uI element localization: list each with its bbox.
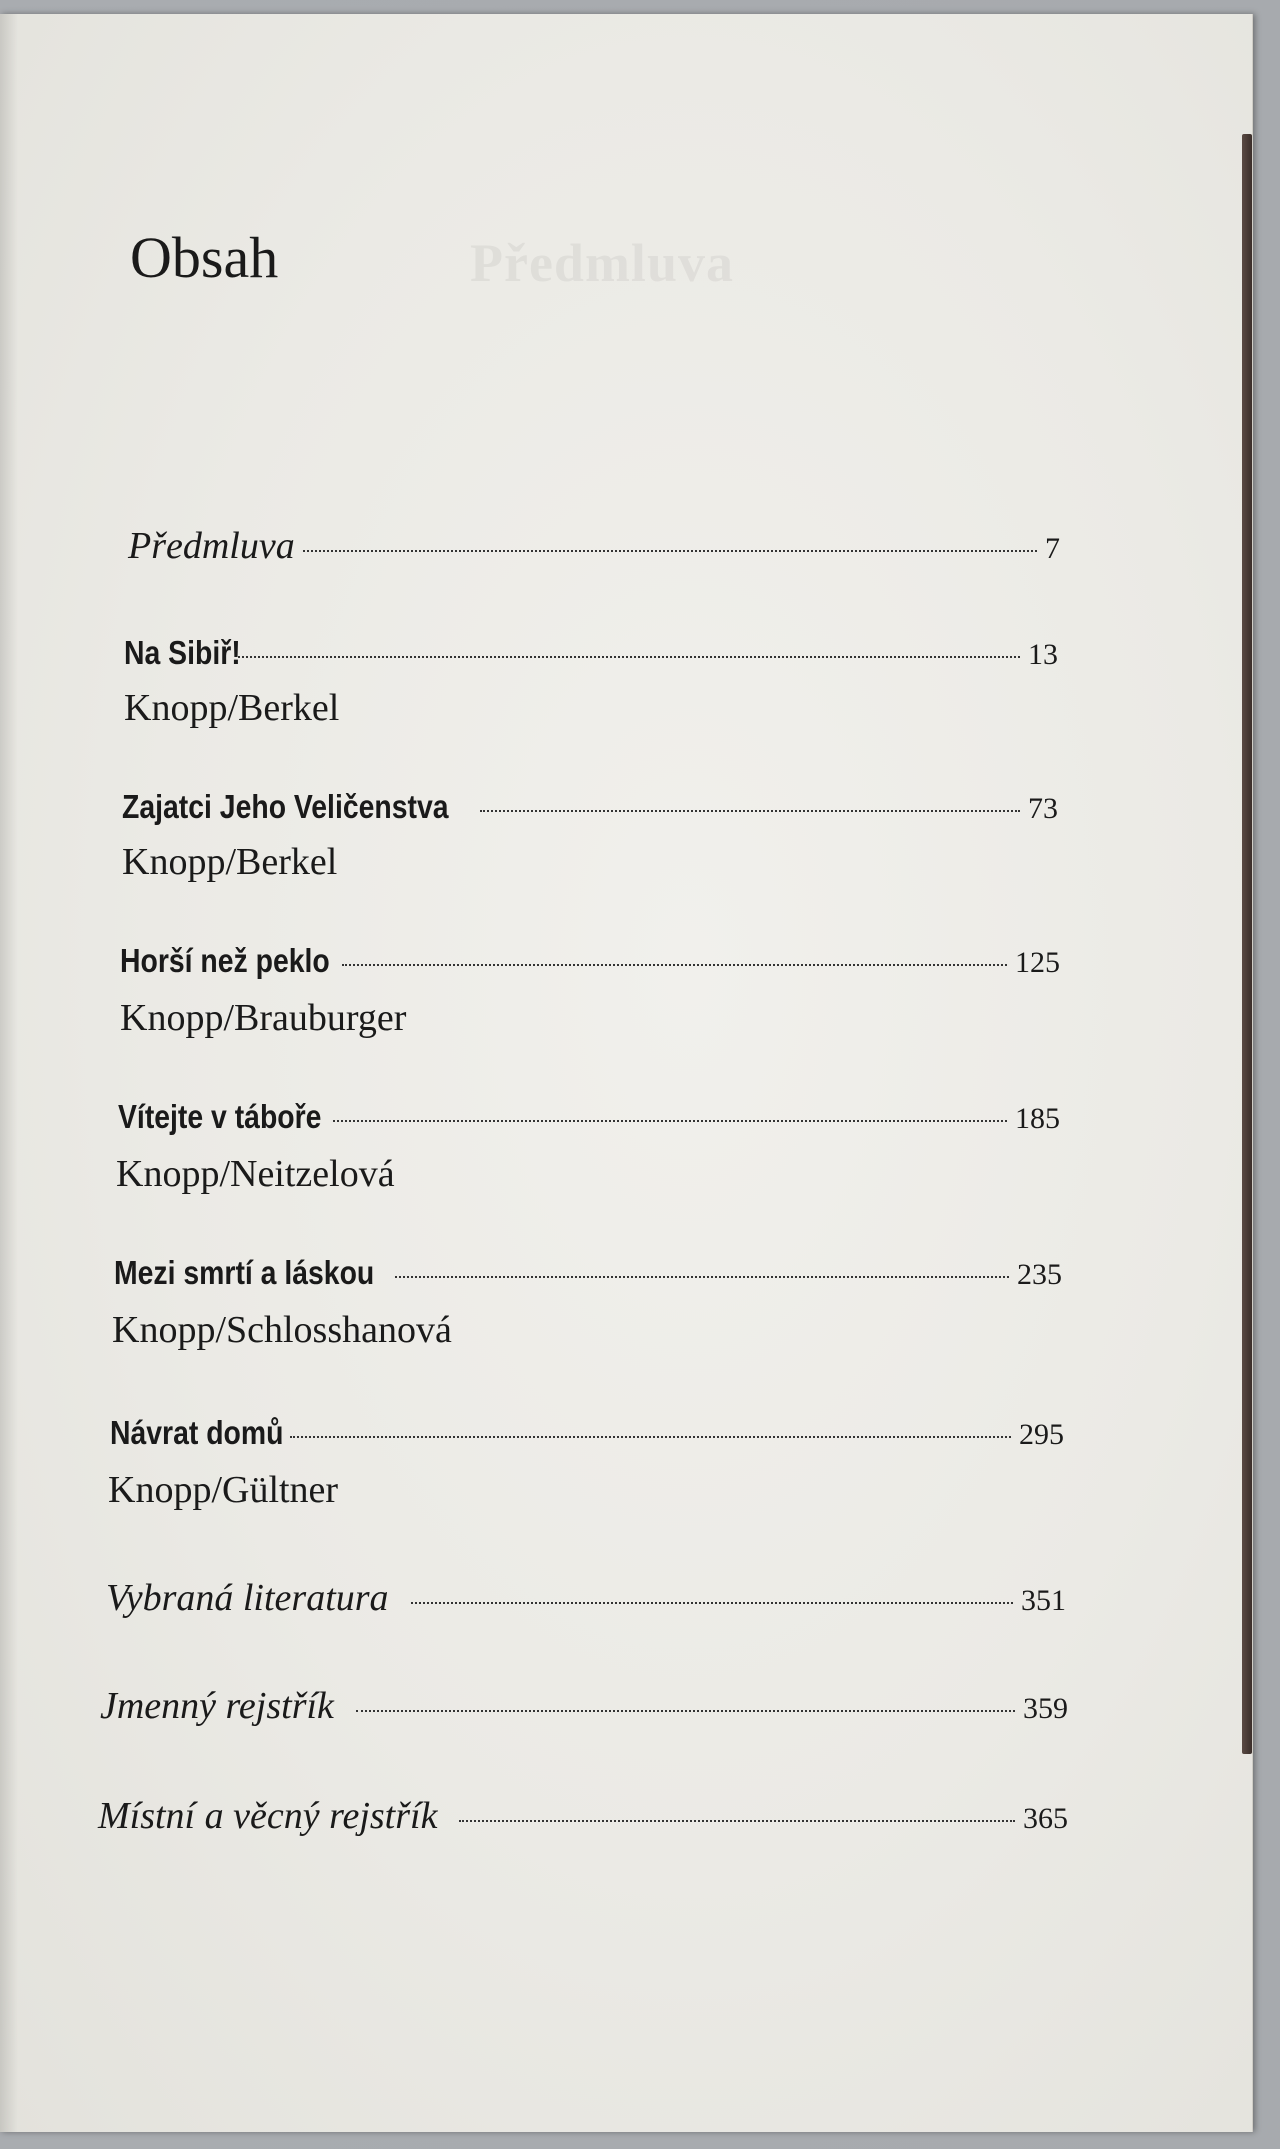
toc-entry-mistni [98,1794,1068,1838]
toc-page-number: 235 [1017,1258,1062,1291]
toc-entry-label: Horší než peklo [120,942,330,979]
toc-entry-author: Knopp/Berkel [122,841,338,883]
toc-entry-literatura [106,1576,1066,1620]
table-of-contents [0,14,1252,2132]
toc-page-number: 295 [1019,1418,1064,1451]
toc-entry-label: Mezi smrtí a láskou [114,1254,375,1291]
toc-entry-navrat [110,1414,1064,1452]
page-title: Obsah [130,225,279,290]
dot-leader [459,1820,1015,1822]
toc-entry-author: Knopp/Neitzelová [116,1153,395,1195]
toc-entry-author: Knopp/Schlosshanová [112,1309,452,1351]
toc-page-number: 125 [1015,946,1060,979]
dot-leader [333,1120,1007,1122]
toc-entry-horsi [120,942,1060,980]
toc-entry-author: Knopp/Berkel [124,687,340,729]
show-through-text: Předmluva [470,233,734,293]
toc-page-number: 365 [1023,1802,1068,1835]
toc-entry-label: Návrat domů [110,1414,284,1451]
toc-entry-predmluva [128,524,1060,568]
toc-page-number: 351 [1021,1584,1066,1617]
toc-entry-mezi [114,1254,1062,1292]
toc-entry-label: Jmenný rejstřík [100,1685,334,1727]
toc-entry-label: Zajatci Jeho Veličenstva [122,788,449,825]
toc-page-number: 7 [1045,532,1060,565]
toc-entry-label: Vítejte v táboře [118,1098,322,1135]
dot-leader [238,656,1020,658]
dot-leader [411,1602,1013,1604]
book-page [0,14,1253,2132]
toc-entry-vitejte [118,1098,1060,1136]
toc-page-number: 185 [1015,1102,1060,1135]
toc-entry-label: Vybraná literatura [106,1577,389,1619]
toc-entry-label: Místní a věcný rejstřík [98,1795,438,1837]
toc-entry-zajatci [122,788,1058,826]
toc-entry-label: Předmluva [128,525,295,567]
toc-entry-jmenny [100,1684,1068,1728]
dot-leader [303,550,1037,552]
dot-leader [356,1710,1015,1712]
dot-leader [480,810,1020,812]
dot-leader [342,964,1007,966]
toc-entry-label: Na Sibiř! [124,634,241,671]
toc-entry-author: Knopp/Brauburger [120,997,407,1039]
dot-leader [395,1276,1009,1278]
toc-entry-na-sibir [124,634,1058,672]
toc-entry-author: Knopp/Gültner [108,1469,339,1511]
toc-page-number: 13 [1028,638,1058,671]
dot-leader [290,1436,1011,1438]
toc-page-number: 73 [1028,792,1058,825]
toc-page-number: 359 [1023,1692,1068,1725]
